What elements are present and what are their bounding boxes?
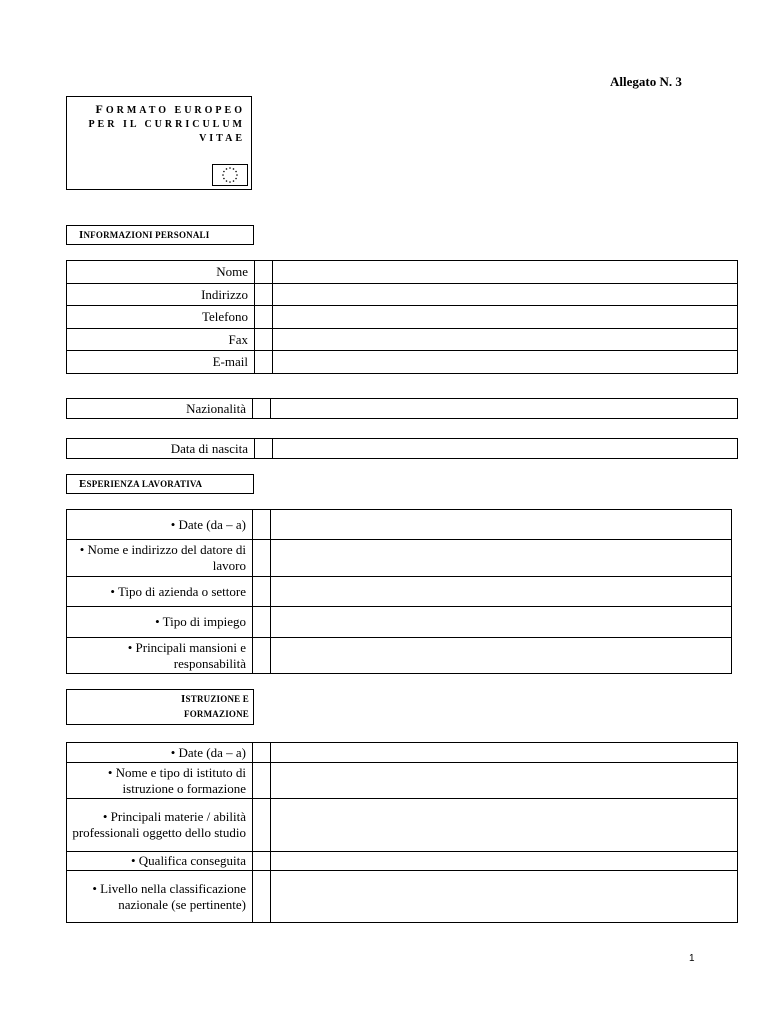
formato-europeo-box — [66, 96, 252, 190]
esperienza-field-label: • Nome e indirizzo del datore di lavoro — [67, 540, 253, 577]
esperienza-field-value[interactable] — [271, 510, 732, 540]
section-title-line2: FORMAZIONE — [184, 709, 249, 719]
field-value-nazionalita[interactable] — [271, 399, 738, 419]
eu-star — [235, 171, 237, 173]
field-gap — [253, 577, 271, 607]
formato-title — [88, 102, 245, 146]
section-initial: E — [79, 478, 87, 490]
field-gap — [253, 799, 271, 852]
esperienza-field-value[interactable] — [271, 607, 732, 638]
personal-field-label: Telefono — [67, 306, 255, 329]
formato-line3: VITAE — [199, 133, 245, 144]
istruzione-field-label: • Livello nella classificazione nazionale (se pertinente) — [67, 871, 253, 923]
field-gap — [253, 540, 271, 577]
table-row — [67, 284, 738, 306]
table-row — [67, 439, 738, 459]
eu-star — [236, 174, 238, 176]
field-gap — [253, 399, 271, 419]
table-row — [67, 261, 738, 284]
section-informazioni-personali — [66, 225, 254, 245]
field-value-data-nascita[interactable] — [273, 439, 738, 459]
page-number: 1 — [689, 953, 695, 964]
istruzione-field-value[interactable] — [271, 871, 738, 923]
personal-field-label: E-mail — [67, 351, 255, 374]
table-row — [67, 351, 738, 374]
table-row — [67, 607, 732, 638]
section-istruzione-formazione — [66, 689, 254, 725]
section-title: SPERIENZA LAVORATIVA — [86, 479, 203, 489]
personal-field-label: Nome — [67, 261, 255, 284]
istruzione-field-label: • Principali materie / abilità professionali oggetto dello studio — [67, 799, 253, 852]
section-title: NFORMAZIONI PERSONALI — [83, 230, 210, 240]
table-row — [67, 540, 732, 577]
personal-info-table — [66, 260, 738, 374]
table-row — [67, 852, 738, 871]
esperienza-field-value[interactable] — [271, 638, 732, 674]
field-gap — [253, 510, 271, 540]
table-row — [67, 799, 738, 852]
formato-line2: PER IL CURRICULUM — [88, 119, 245, 130]
eu-star — [233, 168, 235, 170]
eu-star — [226, 168, 228, 170]
formato-initial: F — [95, 102, 106, 116]
field-gap — [255, 284, 273, 306]
table-row — [67, 399, 738, 419]
personal-field-value[interactable] — [273, 329, 738, 351]
eu-star — [223, 178, 225, 180]
table-row — [67, 763, 738, 799]
field-gap — [255, 351, 273, 374]
istruzione-field-value[interactable] — [271, 799, 738, 852]
eu-star — [229, 181, 231, 183]
data-nascita-table — [66, 438, 738, 459]
field-gap — [253, 743, 271, 763]
table-row — [67, 510, 732, 540]
istruzione-field-value[interactable] — [271, 763, 738, 799]
table-row — [67, 306, 738, 329]
esperienza-field-label: • Tipo di impiego — [67, 607, 253, 638]
field-label-nazionalita: Nazionalità — [67, 399, 253, 419]
section-esperienza-lavorativa — [66, 474, 254, 494]
table-row — [67, 871, 738, 923]
field-gap — [253, 763, 271, 799]
istruzione-field-label: • Qualifica conseguita — [67, 852, 253, 871]
eu-star — [223, 171, 225, 173]
section-title-line1: STRUZIONE E — [185, 694, 249, 704]
eu-star — [229, 167, 231, 169]
table-row — [67, 743, 738, 763]
personal-field-value[interactable] — [273, 351, 738, 374]
esperienza-field-label: • Date (da – a) — [67, 510, 253, 540]
eu-flag-icon — [212, 164, 248, 186]
personal-field-label: Fax — [67, 329, 255, 351]
formato-line1: ORMATO EUROPEO — [105, 105, 245, 116]
istruzione-field-label: • Nome e tipo di istituto di istruzione o formazione — [67, 763, 253, 799]
table-row — [67, 638, 732, 674]
esperienza-field-value[interactable] — [271, 577, 732, 607]
section-initial: I — [79, 229, 84, 241]
istruzione-field-value[interactable] — [271, 743, 738, 763]
personal-field-value[interactable] — [273, 284, 738, 306]
nazionalita-table — [66, 398, 738, 419]
istruzione-table — [66, 742, 738, 923]
field-gap — [255, 439, 273, 459]
field-gap — [253, 852, 271, 871]
personal-field-label: Indirizzo — [67, 284, 255, 306]
table-row — [67, 329, 738, 351]
istruzione-field-label: • Date (da – a) — [67, 743, 253, 763]
esperienza-field-value[interactable] — [271, 540, 732, 577]
field-gap — [253, 638, 271, 674]
field-gap — [255, 261, 273, 284]
eu-star — [226, 180, 228, 182]
esperienza-field-label: • Principali mansioni e responsabilità — [67, 638, 253, 674]
field-gap — [255, 329, 273, 351]
field-gap — [255, 306, 273, 329]
allegato-label: Allegato N. 3 — [610, 74, 682, 89]
field-gap — [253, 607, 271, 638]
esperienza-field-label: • Tipo di azienda o settore — [67, 577, 253, 607]
eu-star — [222, 174, 224, 176]
section-initial: I — [181, 693, 186, 705]
field-gap — [253, 871, 271, 923]
personal-field-value[interactable] — [273, 261, 738, 284]
esperienza-table — [66, 509, 732, 674]
istruzione-field-value[interactable] — [271, 852, 738, 871]
eu-star — [235, 178, 237, 180]
personal-field-value[interactable] — [273, 306, 738, 329]
field-label-data-nascita: Data di nascita — [67, 439, 255, 459]
table-row — [67, 577, 732, 607]
eu-star — [233, 180, 235, 182]
